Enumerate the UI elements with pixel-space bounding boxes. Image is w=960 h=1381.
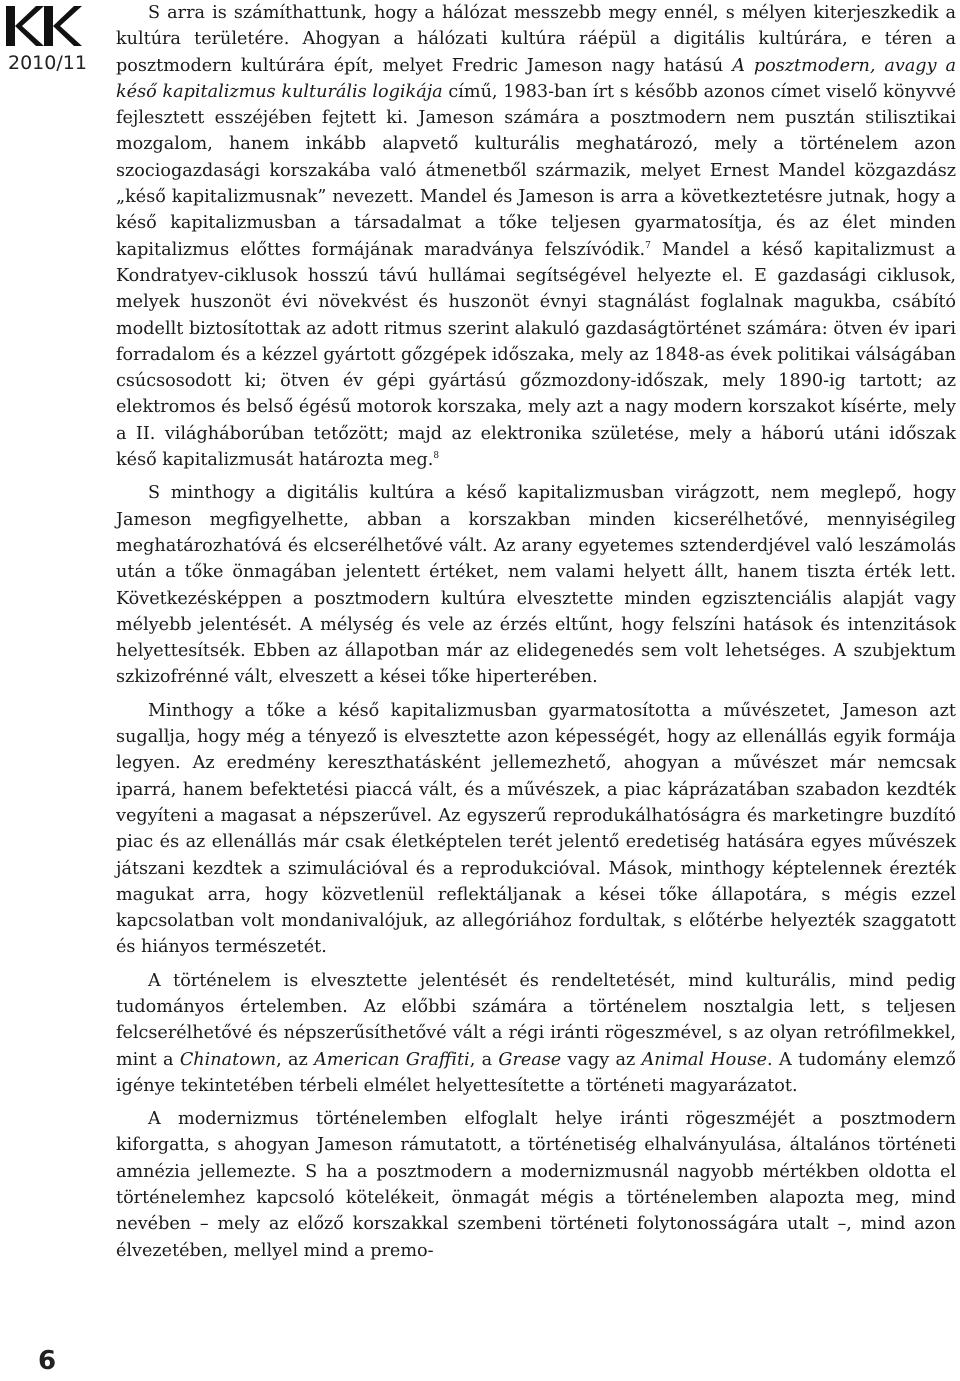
- footnote-ref[interactable]: 7: [645, 240, 651, 251]
- book-title: A posztmodern, avagy a késő kapitalizmus kulturális logikája: [116, 55, 956, 102]
- film-title: Animal House: [641, 1049, 768, 1070]
- film-title: Chinatown: [179, 1049, 277, 1070]
- footnote-ref[interactable]: 8: [433, 451, 440, 462]
- film-title: Grease: [498, 1049, 562, 1070]
- article-body: [116, 0, 956, 1264]
- paragraph: S minthogy a digitális kultúra a késő kapitalizmusban virágzott, nem meglepő, hogy Jameson megfigyelhette, abban a korszakban minden kicserélhetővé, mennyiségileg meghatározhatóvá és elcserélhetővé vált. Az arany egyetemes sztenderdjével való leszámolás után a tőke önmagában jelentett értéket, nem valami helyett állt, hanem tiszta érték lett. Következésképpen a posztmodern kultúra elvesztette minden egzisztenciális alapját vagy mélyebb jelentését. A mélység és vele az érzés eltűnt, hogy felszíni hatások és intenzitások helyettesítsék. Ebben az állapotban már az elidegenedés sem volt lehetséges. A szubjektum szkizofrénné vált, elveszett a kései tőke hiperterében.: [116, 483, 956, 688]
- paragraph: Minthogy a tőke a késő kapitalizmusban gyarmatosította a művészetet, Jameson azt sugallja, hogy még a tényező is elvesztette azon képességét, hogy az ellenállás egyik formája legyen. Az eredmény kereszthatásként jellemezhető, ahogyan a művészet már nemcsak iparrá, hanem befektetési piaccá vált, és a művészek, a piac káprázatában szabadon kezdték vegyíteni a magasat a népszerűvel. Az egyszerű reprodukálhatóságra és marketingre buzdító piac és az ellenállás már csak életképtelen terét jelentő eredetiség hatására egyes művészek játszani kezdtek a szimulációval és a reprodukcióval. Mások, minthogy képtelennek érezték magukat arra, hogy közvetlenül reflektáljanak a kései tőke állapotára, s mégis ezzel kapcsolatban volt mondanivalójuk, az allegóriához fordultak, s előtérbe helyezték szaggatott és hiányos természetét.: [116, 700, 956, 958]
- issue-label: 2010/11: [8, 52, 87, 74]
- film-title: American Graffiti: [314, 1049, 470, 1070]
- paragraph: A modernizmus történelemben elfoglalt helye iránti rögeszméjét a posztmodern kiforgatta, s ahogyan Jameson rámutatott, a történetiség elhalványulása, általános történeti amnézia jellemezte. S ha a posztmodern a modernizmusnál nagyobb mértékben oldotta el történelemhez kapcsoló kötelékeit, önmagát mégis a történelemben alapozta meg, mind nevében – mely az előző korszakkal szembeni történeti folytonosságára utalt –, mind azon élvezetében, mellyel mind a premo-: [116, 1109, 956, 1261]
- page-number: 6: [38, 1346, 57, 1376]
- journal-logo-icon: [6, 4, 82, 50]
- paragraph: A történelem is elvesztette jelentését és rendeltetését, mind kulturális, mind pedig tudományos értelemben. Az előbbi számára a történelem nosztalgia lett, s teljesen felcserélhetővé és népszerűsíthetővé vált a régi iránti rögeszmével, s az olyan retrófilmekkel, mint a Chinatown, az American Graffiti, a Grease vagy az Animal House. A tudomány elemző igénye tekintetében térbeli elmélet helyettesítette a történeti magyarázatot.: [116, 970, 956, 1096]
- paragraph: S arra is számíthattunk, hogy a hálózat messzebb megy ennél, s mélyen kiterjeszkedik a kultúra területére. Ahogyan a hálózati kultúra ráépül a digitális kultúrára, e téren a posztmodern kultúrára épít, melyet Fredric Jameson nagy hatású A posztmodern, avagy a késő kapitalizmus kulturális logikája című, 1983-ban írt s később azonos címet viselő könyvvé fejlesztett esszéjében fejtett ki. Jameson számára a posztmodern nem pusztán stilisztikai mozgalom, hanem inkább alapvető kulturális meghatározó, mely a történelem azon szociogazdasági korszakába való átmenetből származik, melyet Ernest Mandel közgazdász „késő kapitalizmusnak” nevezett. Mandel és Jameson is arra a következtetésre jutnak, hogy a késő kapitalizmusban a társadalmat a tőke teljesen gyarmatosítja, és az élet minden kapitalizmus előttes formájának maradványa felszívódik.$^7$ Mandel a késő kapitalizmust a Kondratyev-ciklusok hosszú távú hullámai segítségével helyezte el. E gazdasági ciklusok, melyek huszonöt évi növekvést és huszonöt évnyi stagnálást foglalnak magukba, csábító modellt biztosítottak az adott ritmus szerint alakuló gazdaságtörténet számára: ötven év ipari forradalom és a kézzel gyártott gőzgépek időszaka, mely az 1848-as évek politikai válságában csúcsosodott ki; ötven év gépi gyártású gőzmozdony-időszak, mely 1890-ig tartott; az elektromos és belső égésű motorok korszaka, mely azt a nagy modern korszakot kísérte, mely a II. világháborúban tetőzött; majd az elektronika születése, mely a háború utáni időszak késő kapitalizmusát határozta meg.$^8$: [116, 3, 956, 471]
